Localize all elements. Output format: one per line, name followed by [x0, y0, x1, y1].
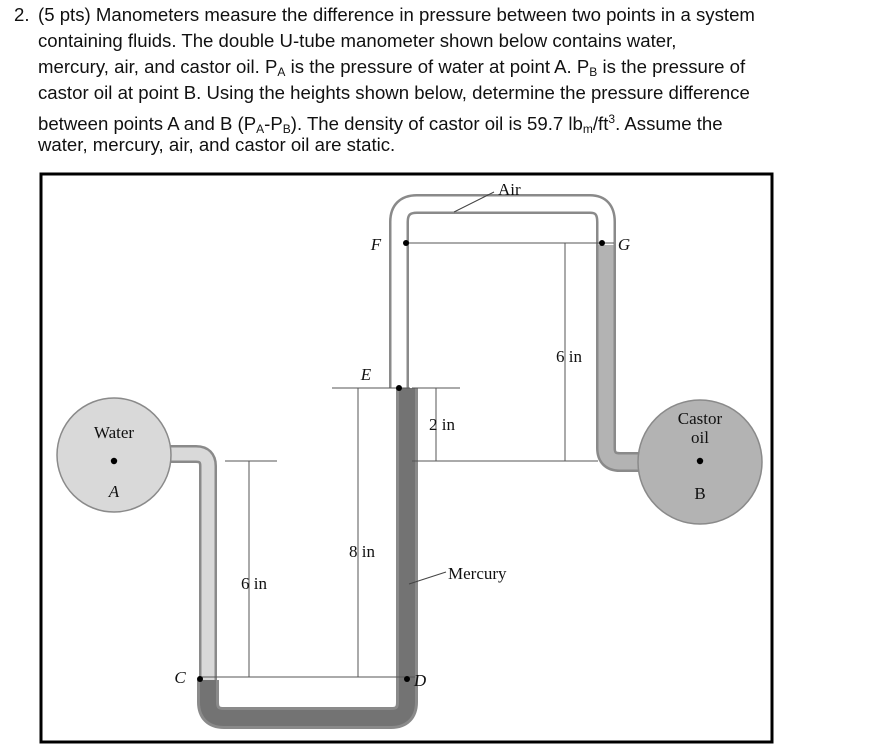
line5-sub-a: A [256, 122, 265, 136]
dimension-left-leg-label: 6 in [241, 574, 267, 593]
line5-sup: 3 [608, 112, 616, 126]
pb-symbol: P [576, 56, 590, 77]
point-a-label: A [108, 482, 120, 501]
dimension-left-leg [225, 461, 277, 677]
line5-start: between points A and B (P [38, 113, 257, 134]
line5-dash: -P [264, 113, 283, 134]
point-f-label: F [370, 235, 382, 254]
line3-text: mercury, air, and castor oil. [38, 56, 260, 77]
point-f-dot [403, 240, 409, 246]
problem-line-1: (5 pts) Manometers measure the difference in pressure between two points in a system [38, 4, 755, 25]
castor-label-1: Castor [677, 409, 723, 428]
line5-end: . Assume the [615, 113, 723, 134]
point-d-dot [404, 676, 410, 682]
mercury-fill [208, 388, 407, 718]
castor-label-2: oil [691, 428, 709, 447]
mercury-label: Mercury [448, 564, 507, 583]
pa-symbol: P [265, 56, 278, 77]
pa-subscript: A [277, 65, 286, 79]
dimension-mercury-top-label: 2 in [429, 415, 455, 434]
line5-mid: ). The density of castor oil is 59.7 lb [290, 113, 583, 134]
mercury-tube-outline [208, 388, 407, 718]
point-c-label: C [174, 668, 186, 687]
problem-line-2: containing fluids. The double U-tube manometer shown below contains water, [38, 30, 677, 51]
point-e-label: E [360, 365, 372, 384]
air-label: Air [498, 180, 521, 199]
dimension-mercury-column-label: 8 in [349, 542, 375, 561]
point-c-dot [197, 676, 203, 682]
point-a-dot [111, 458, 117, 464]
point-b-dot [697, 458, 703, 464]
point-e-dot [396, 385, 402, 391]
point-b-label: B [694, 484, 706, 503]
point-g-label: G [617, 235, 631, 254]
point-g-dot [599, 240, 605, 246]
line5-sub-b: B [282, 122, 291, 136]
water-label: Water [93, 423, 135, 442]
problem-line-4: castor oil at point B. Using the heights shown below, determine the pressure difference [38, 82, 750, 103]
dimension-right-leg-label: 6 in [556, 347, 582, 366]
line3-mid: is the pressure of water at point A. [290, 56, 572, 77]
line5-ft: /ft [592, 113, 609, 134]
problem-number: 2. [14, 4, 30, 25]
problem-line-6: water, mercury, air, and castor oil are static. [38, 134, 396, 155]
point-d-label: D [413, 671, 427, 690]
line3-end: is the pressure of [602, 56, 746, 77]
pb-subscript: B [589, 65, 598, 79]
line5-sub-m: m [582, 122, 593, 136]
